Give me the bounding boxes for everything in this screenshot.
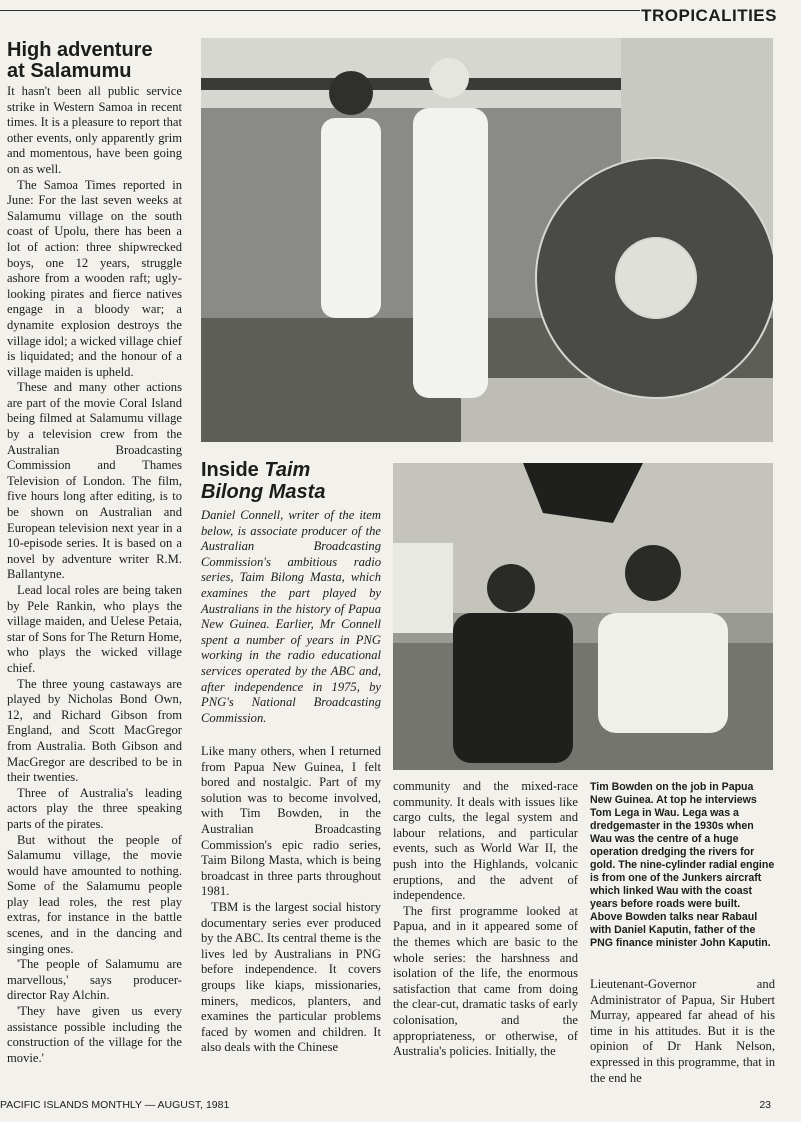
paragraph: The three young castaways are played by Nicholas Bond Own, 12, and Richard Gibson from England, and Scott MacGregor from Australia. Both Gibson and MacGregor are described to be in their twenties. — [7, 676, 182, 785]
paragraph: It hasn't been all public service strike in Western Samoa in recent times. It is a pleasure to report that other events, only apparently grim and momentous, have been going on as well. — [7, 84, 182, 176]
paragraph: TBM is the largest social history documentary series ever produced by the ABC. Its central theme is the lives led by Australians in PNG before independence. It covers groups like kiaps, missionaries, miners, medicos, planters, and examines the particular problems faced by women and children. It also deals with the Chinese — [201, 899, 381, 1055]
article2-col2 — [393, 779, 578, 1060]
paragraph: 'The people of Salamumu are marvellous,' says producer-director Ray Alchin. — [7, 957, 182, 1003]
header-rule — [0, 10, 640, 11]
photo-caption: Tim Bowden on the job in Papua New Guinea. At top he interviews Tom Lega in Wau. Lega was a dredgemaster in the 1930s when Wau was the centre of a huge operation dredging the rivers for gold. The nine-cylinder radial engine is from one of the Junkers aircraft which linked Wau with the coast years before roads were built. Above Bowden talks near Rabaul with Daniel Kaputin, father of the PNG finance minister John Kaputin. — [590, 781, 775, 949]
paragraph: Three of Australia's leading actors play the three speaking parts of the pirates. — [7, 785, 182, 831]
footer-publication: PACIFIC ISLANDS MONTHLY — AUGUST, 1981 — [0, 1099, 230, 1111]
section-title: TROPICALITIES — [641, 6, 777, 25]
paragraph: But without the people of Salamumu village, the movie would have amounted to nothing. Some of the Salamumu people play lead roles, the rest play extras, for instance in the battle scenes, and in the dancing and singing ones. — [7, 832, 182, 956]
article1-title-line1: High adventure — [7, 39, 153, 61]
article2-title — [201, 459, 391, 503]
paragraph: Lead local roles are being taken by Pele Rankin, who plays the village maiden, and Uelese Petaia, star of Sons for The Return Home, who plays the wicked village chief. — [7, 583, 182, 675]
page-number: 23 — [759, 1099, 771, 1111]
radial-engine — [536, 158, 773, 398]
paragraph: The first programme looked at Papua, and in it appeared some of the themes which are basic to the whole series: the harshness and isolation of the life, the enormous satisfaction that came from doing the clear-cut, dramatic tasks of early colonisation, and the appropriateness, or otherwise, of Australia's policies. Initially, the — [393, 903, 578, 1059]
paragraph: 'They have given us every assistance possible including the construction of the village for the movie.' — [7, 1004, 182, 1065]
article2-title-line1: Inside — [201, 459, 265, 481]
top-photo — [201, 38, 773, 442]
article2-title-italic: Taim — [264, 459, 311, 481]
paragraph: Lieutenant-Governor and Administrator of Papua, Sir Hubert Murray, appeared far ahead of his time in his attitudes. But it is the opinion of Dr Hank Nelson, expressed in this programme, that in the end he — [590, 977, 775, 1085]
article1-body — [7, 84, 182, 1066]
article2-intro: Daniel Connell, writer of the item below, is associate producer of the Australian Broadcasting Commission's ambitious radio series, Taim Bilong Masta, which examines the part played by Australians in the history of Papua New Guinea. Earlier, Mr Connell spent a number of years in PNG working in the radio educational services operated by the ABC and, after independence in 1975, by PNG's National Broadcasting Commission. — [201, 508, 381, 725]
article2-col3 — [590, 977, 775, 1086]
article2-col1 — [201, 744, 381, 1056]
paragraph: These and many other actions are part of the movie Coral Island being filmed at Salamumu village by a television crew from the Australian Broadcasting Commission and Thames Television of London. The film, five hours long after editing, is to be shown on Australian and European television next year in a 10-episode series. It is based on a novel by adventure writer R.M. Ballantyne. — [7, 380, 182, 582]
article1-title — [7, 40, 197, 82]
paragraph: The Samoa Times reported in June: For the last seven weeks at Salamumu village on the south coast of Upolu, there has been a lot of action: three shipwrecked boys, one 12 years, struggle ashore from a wooden raft; ugly-looking pirates and fierce natives engage in a bloody war; a dynamite explosion destroys the village idol; a wicked village chief is liquidated; and the honour of a village maiden is upheld. — [7, 177, 182, 379]
paragraph: Like many others, when I returned from Papua New Guinea, I felt bored and nostalgic. Part of my solution was to become involved, with Tim Bowden, in the Australian Broadcasting Commission's epic radio series, Taim Bilong Masta, which is being broadcast in three parts throughout 1981. — [201, 744, 381, 899]
article1-title-line2: at Salamumu — [7, 60, 132, 82]
paragraph: community and the mixed-race community. It deals with issues like cargo cults, the legal system and labour relations, and particular events, such as World War II, the push into the Highlands, volcanic eruptions, and the advent of independence. — [393, 779, 578, 903]
article2-title-line2: Bilong Masta — [201, 481, 326, 503]
second-photo — [393, 463, 773, 770]
